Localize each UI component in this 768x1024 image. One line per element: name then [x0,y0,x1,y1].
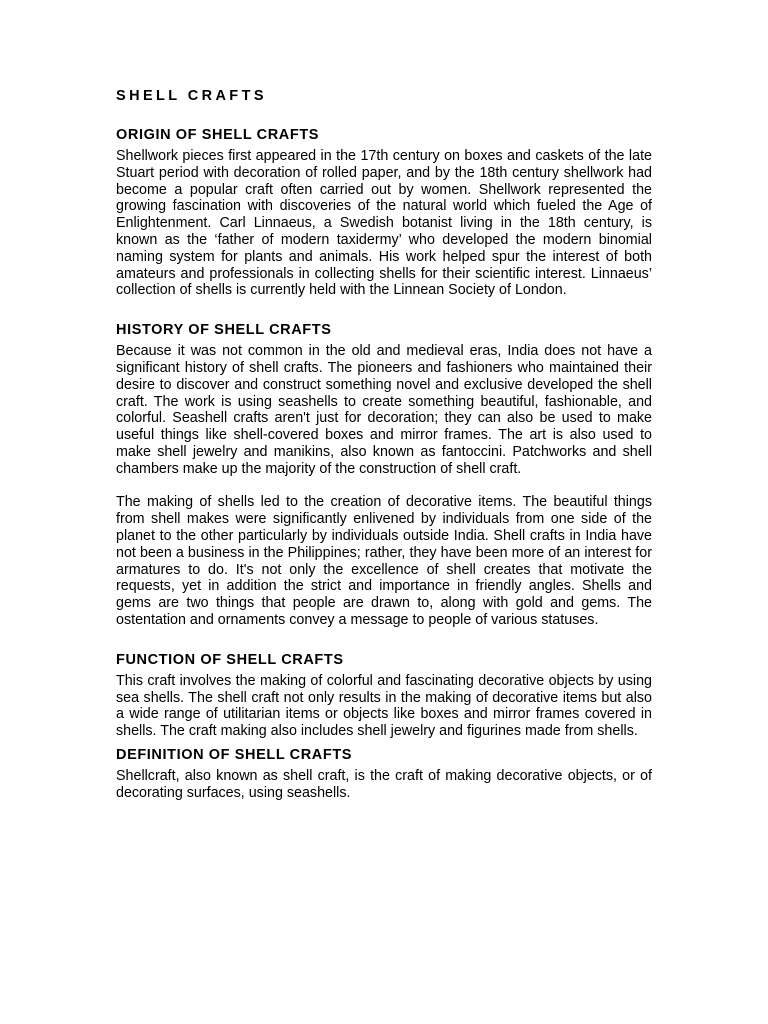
paragraph-definition: Shellcraft, also known as shell craft, is the craft of making decorative objects, or of decorating surfaces, using seashells. [116,767,652,801]
paragraph-origin: Shellwork pieces first appeared in the 17th century on boxes and caskets of the late Stuart period with decoration of rolled paper, and by the 18th century shellwork had become a popular craft often carried out by women. Shellwork represented the growing fascination with discoveries of the natural world which fueled the Age of Enlightenment. Carl Linnaeus, a Swedish botanist living in the 18th century, is known as the ‘father of modern taxidermy’ who developed the modern binomial naming system for plants and animals. His work helped spur the interest of both amateurs and professionals in collecting shells for their scientific interest. Linnaeus’ collection of shells is currently held with the Linnean Society of London. [116,148,652,299]
section-heading-definition: DEFINITION OF SHELL CRAFTS [116,746,353,763]
section-heading-function: FUNCTION OF SHELL CRAFTS [116,651,344,668]
paragraph-history-2: The making of shells led to the creation of decorative items. The beautiful things from shell makes were significantly enlivened by individuals from one side of the planet to the other particularly by individuals outside India. Shell crafts in India have not been a business in the Philippines; rather, they have been more of an interest for armatures to do. It's not only the excellence of shell creates that motivate the requests, yet in addition the strict and importance in friendly angles. Shells and gems are two things that people are drawn to, along with gold and gems. The ostentation and ornaments convey a message to people of various statuses. [116,494,652,628]
paragraph-history-1: Because it was not common in the old and medieval eras, India does not have a significant history of shell crafts. The pioneers and fashioners who maintained their desire to discover and construct something novel and exclusive developed the shell craft. The work is using seashells to create something beautiful, fashionable, and colorful. Seashell crafts aren't just for decoration; they can also be used to make useful things like shell-covered boxes and mirror frames. The art is also used to make shell jewelry and manikins, also known as fantoccini. Patchworks and shell chambers make up the majority of the construction of shell craft. [116,343,652,477]
paragraph-function: This craft involves the making of colorful and fascinating decorative objects by using sea shells. The shell craft not only results in the making of decorative items but also a wide range of utilitarian items or objects like boxes and mirror frames covered in shells. The craft making also includes shell jewelry and figurines made from shells. [116,672,652,740]
document-page [116,86,652,802]
section-heading-origin: ORIGIN OF SHELL CRAFTS [116,127,320,143]
section-heading-history: HISTORY OF SHELL CRAFTS [116,322,332,339]
document-title: SHELL CRAFTS [116,88,267,104]
